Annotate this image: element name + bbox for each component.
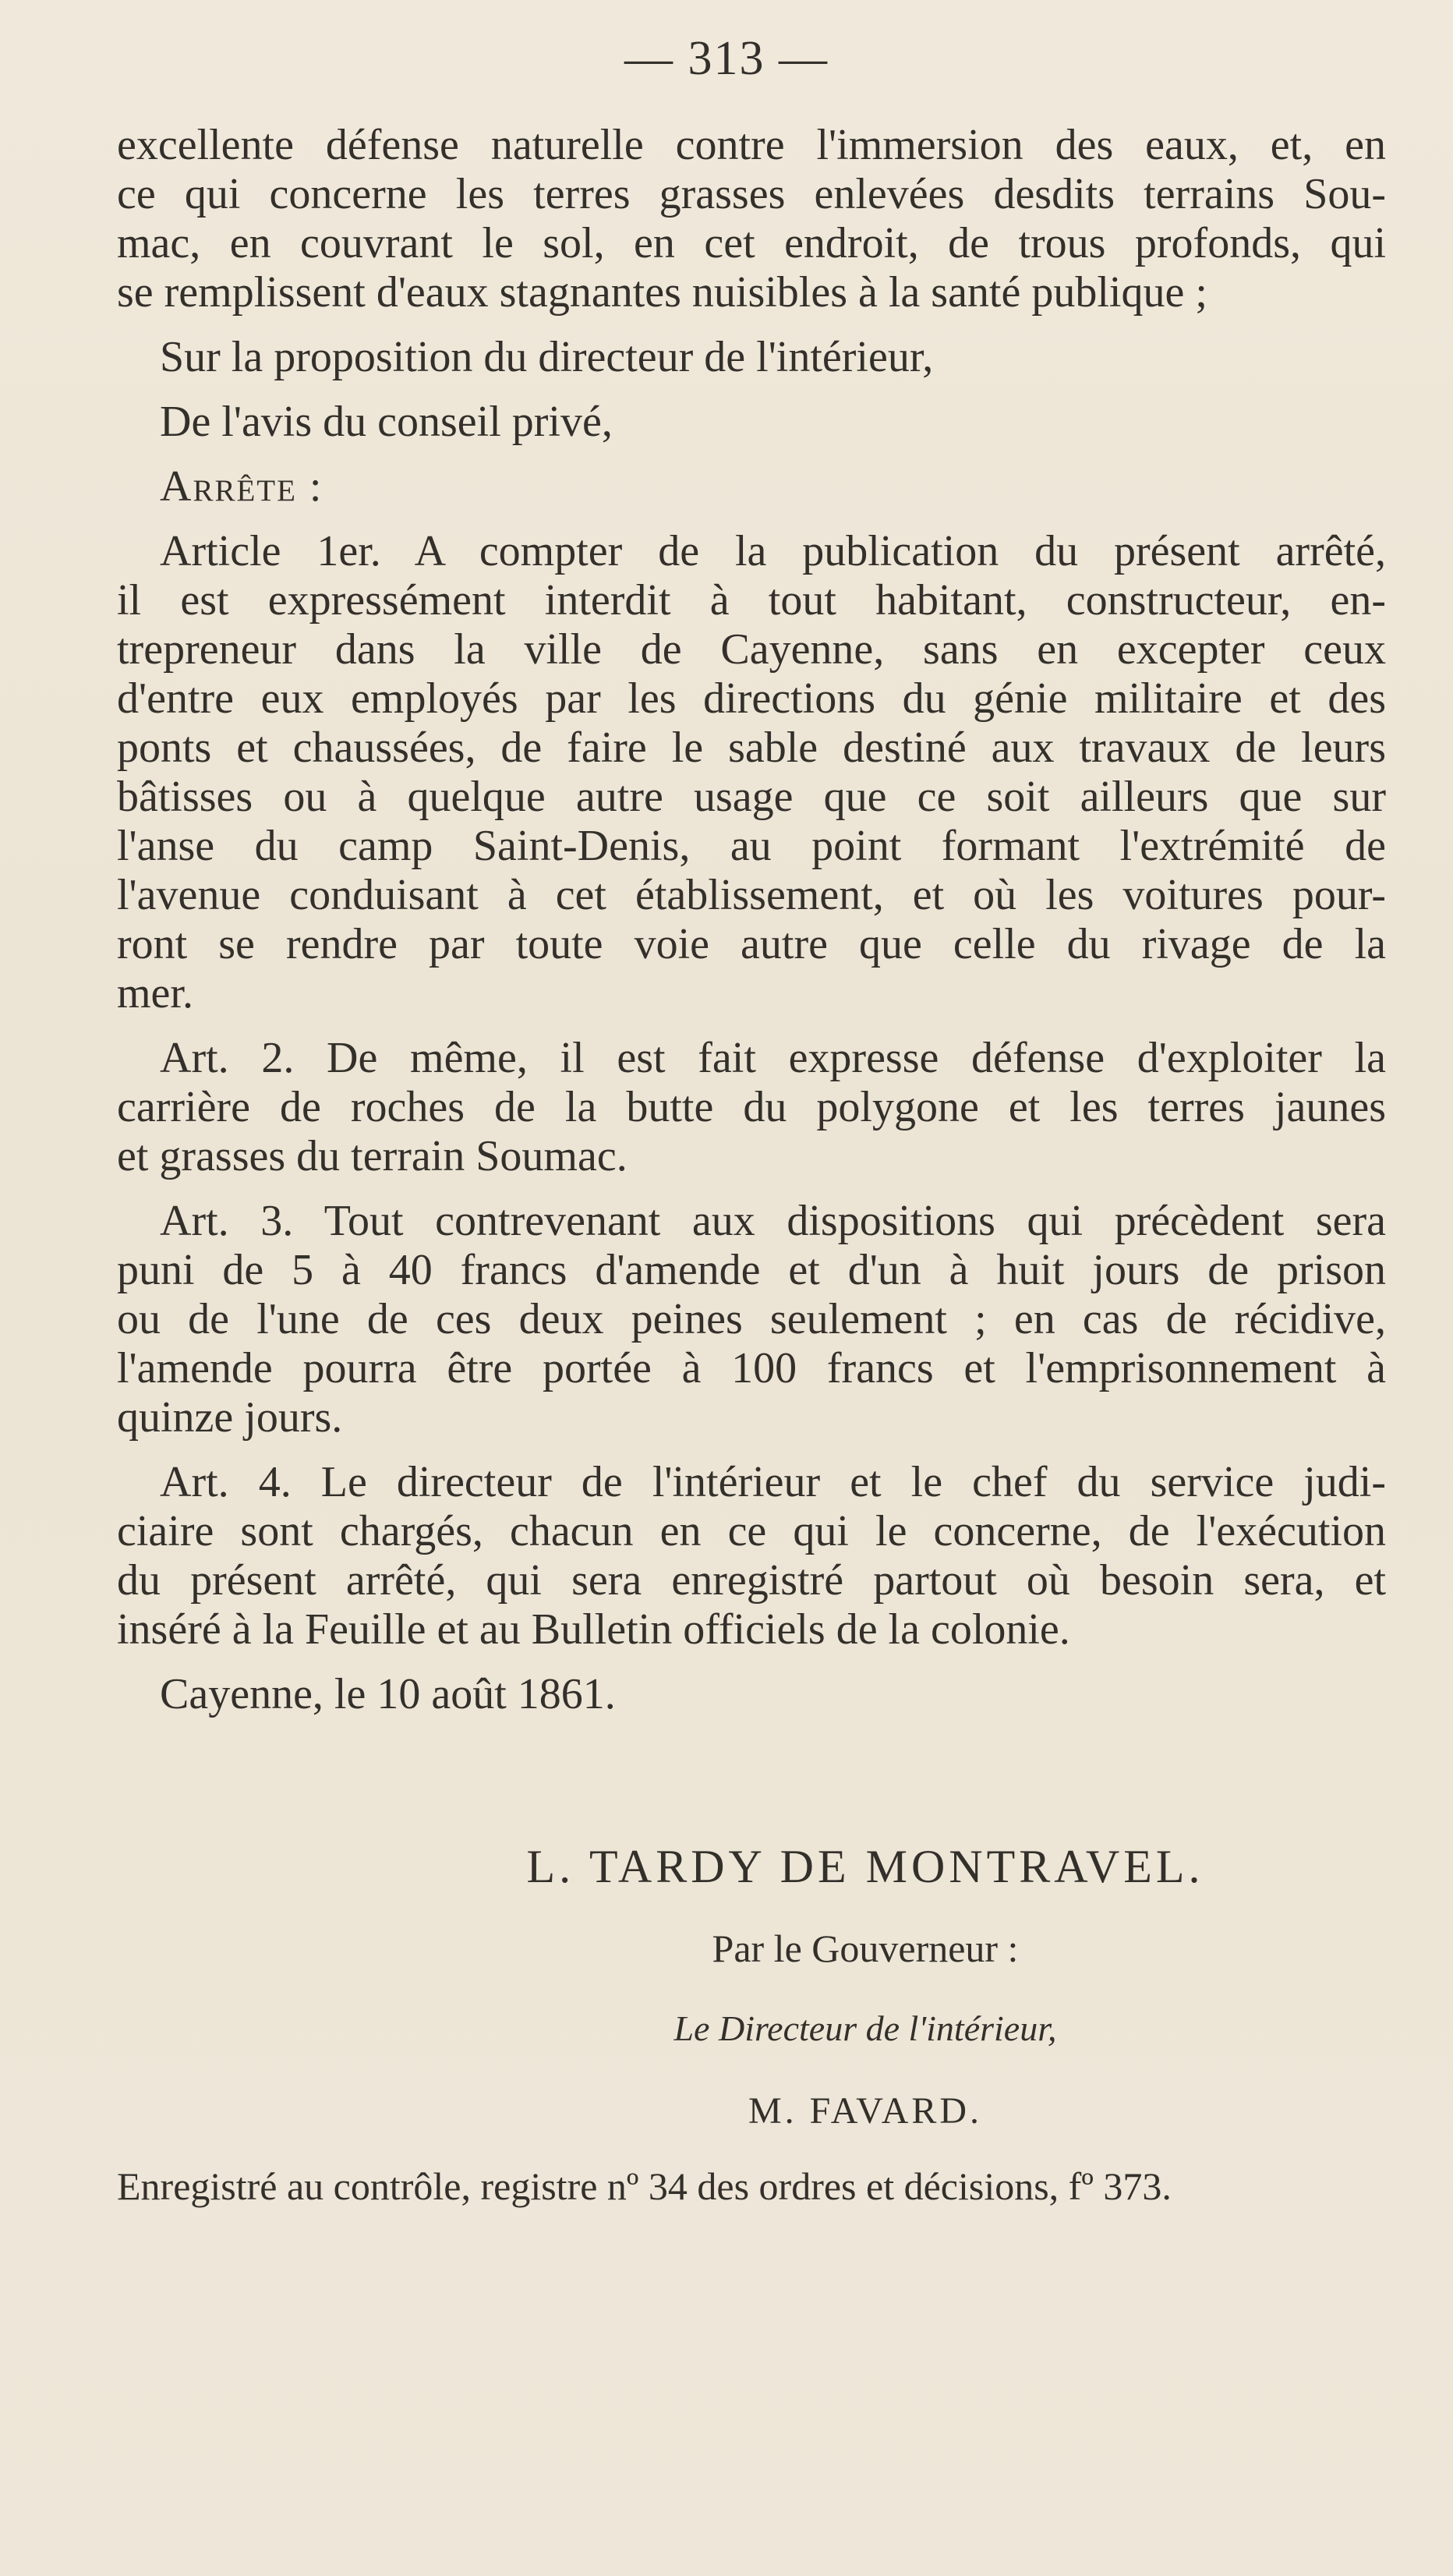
arrete-heading: Arrête :: [160, 462, 323, 511]
text-line: Art. 3. Tout contrevenant aux dispositions qui précèdent sera: [160, 1197, 1386, 1245]
text-line: ront se rendre par toute voie autre que celle du rivage de la: [117, 920, 1386, 968]
page-number: — 313 —: [624, 32, 829, 85]
text-line: l'anse du camp Saint-Denis, au point formant l'extrémité de: [117, 822, 1386, 870]
text-line: Art. 2. De même, il est fait expresse défense d'exploiter la: [160, 1034, 1386, 1082]
text-line: mer.: [117, 969, 193, 1017]
text-line: puni de 5 à 40 francs d'amende et d'un à huit jours de prison: [117, 1246, 1386, 1294]
governor-signature: L. TARDY DE MONTRAVEL.: [526, 1841, 1204, 1892]
text-line: excellente défense naturelle contre l'immersion des eaux, et, en: [117, 121, 1386, 169]
registration-note: Enregistré au contrôle, registre nº 34 des ordres et décisions, fº 373.: [117, 2164, 1172, 2208]
text-line: et grasses du terrain Soumac.: [117, 1132, 628, 1180]
text-line: Article 1er. A compter de la publication du présent arrêté,: [160, 527, 1386, 575]
text-line: carrière de roches de la butte du polygone et les terres jaunes: [117, 1083, 1386, 1131]
text-line: l'avenue conduisant à cet établissement, et où les voitures pour-: [117, 871, 1386, 919]
directeur-title: Le Directeur de l'intérieur,: [673, 2008, 1057, 2048]
text-line: se remplissent d'eaux stagnantes nuisibles à la santé publique ;: [117, 268, 1207, 317]
text-line: du présent arrêté, qui sera enregistré partout où besoin sera, et: [117, 1556, 1386, 1605]
paragraph-avis: De l'avis du conseil privé,: [160, 398, 613, 446]
text-line: ce qui concerne les terres grasses enlevées desdits terrains Sou-: [117, 170, 1386, 218]
text-line: d'entre eux employés par les directions du génie militaire et des: [117, 674, 1386, 723]
official-signature: M. FAVARD.: [748, 2090, 983, 2132]
text-line: ou de l'une de ces deux peines seulement ; en cas de récidive,: [117, 1295, 1386, 1343]
par-le-gouverneur: Par le Gouverneur :: [712, 1927, 1019, 1970]
text-line: mac, en couvrant le sol, en cet endroit, de trous profonds, qui: [117, 219, 1386, 267]
text-line: il est expressément interdit à tout habitant, constructeur, en-: [117, 576, 1386, 625]
text-line: bâtisses ou à quelque autre usage que ce soit ailleurs que sur: [117, 773, 1386, 821]
body-text: [117, 121, 1386, 1719]
text-line: inséré à la Feuille et au Bulletin officiels de la colonie.: [117, 1605, 1070, 1654]
text-line: trepreneur dans la ville de Cayenne, sans en excepter ceux: [117, 625, 1386, 674]
text-line: quinze jours.: [117, 1393, 343, 1442]
article-1: [117, 527, 1386, 1018]
paragraph-proposition: Sur la proposition du directeur de l'intérieur,: [160, 333, 934, 381]
article-4: [117, 1458, 1386, 1654]
text-line: Art. 4. Le directeur de l'intérieur et le chef du service judi-: [160, 1458, 1386, 1506]
text-line: ponts et chaussées, de faire le sable destiné aux travaux de leurs: [117, 724, 1386, 772]
text-line: l'amende pourra être portée à 100 francs et l'emprisonnement à: [117, 1344, 1386, 1392]
article-2: [117, 1034, 1386, 1181]
text-line: ciaire sont chargés, chacun en ce qui le concerne, de l'exécution: [117, 1507, 1386, 1555]
paragraph-preamble: [117, 121, 1386, 317]
article-3: [117, 1197, 1386, 1442]
date-line: Cayenne, le 10 août 1861.: [160, 1670, 616, 1718]
